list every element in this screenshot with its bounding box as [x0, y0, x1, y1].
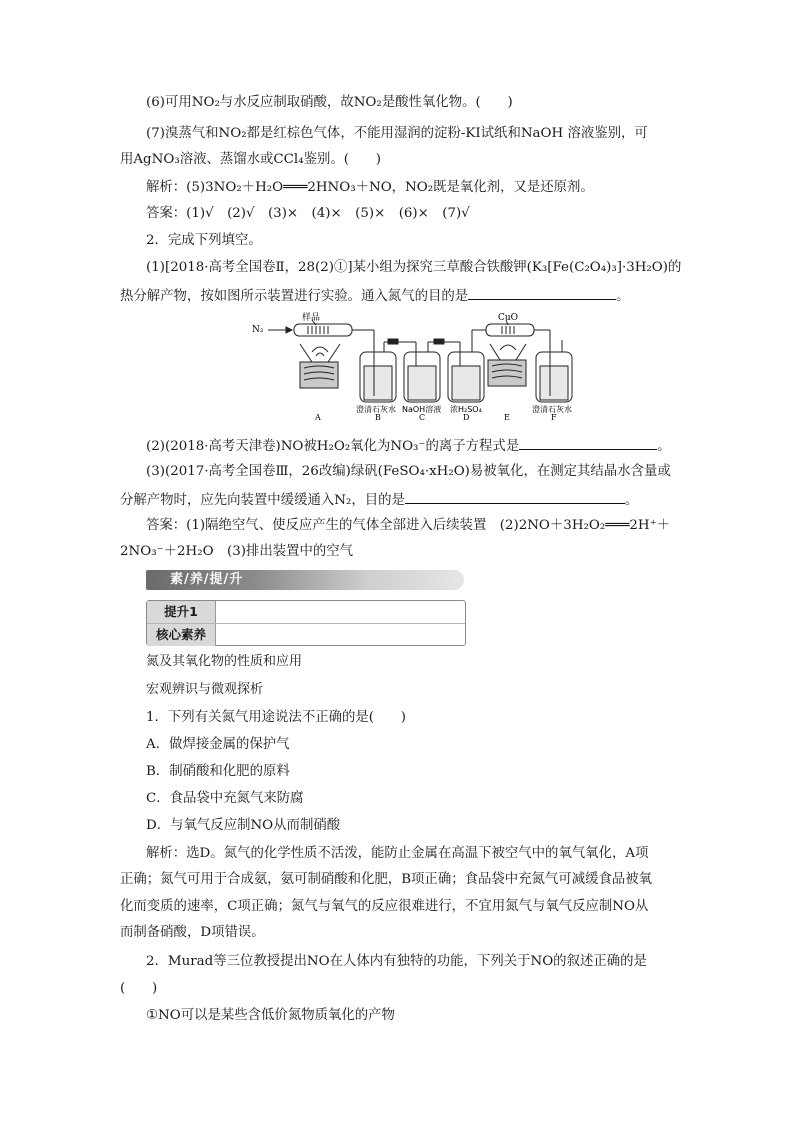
answer-blank-2[interactable] — [519, 435, 657, 450]
mc1-analysis-4: 而制备硝酸，D项错误。 — [120, 925, 265, 940]
part-3-text: 分解产物时，应先向装置中缓缓通入N₂，目的是 — [120, 493, 405, 508]
sample-label: 样品 — [302, 313, 321, 323]
label-d-solution: 浓H₂SO₄ — [450, 405, 482, 414]
answer-blank-1[interactable] — [468, 285, 616, 300]
analysis-5: 解析：(5)3NO₂＋H₂O═══2HNO₃＋NO，NO₂既是氧化剂，又是还原剂。 — [146, 180, 594, 195]
mc2-item-1: ①NO可以是某些含低价氮物质氧化的产物 — [146, 1008, 395, 1023]
part-1-text: 热分解产物，按如图所示装置进行实验。通入氮气的目的是 — [120, 289, 469, 304]
task-2-heading: 2．完成下列填空。 — [146, 233, 262, 248]
tips-label-2: 核心素养 — [147, 624, 216, 646]
mc1-analysis-2: 正确；氮气可用于合成氨，氨可制硝酸和化肥，B项正确；食品袋中充氮气可减缓食品被氧 — [120, 872, 653, 887]
mc1-option-a: A．做焊接金属的保护气 — [146, 737, 290, 752]
label-c-solution: NaOH溶液 — [402, 405, 442, 414]
section-banner — [146, 570, 464, 590]
part-2-text: (2)(2018·高考天津卷)NO被H₂O₂氧化为NO₃⁻的离子方程式是 — [146, 439, 520, 454]
part-1-end: 。 — [616, 289, 630, 304]
part-2-end: 。 — [657, 439, 671, 454]
part-3-line2 — [120, 489, 638, 511]
cuo-label: CuO — [498, 313, 519, 323]
letter-e: E — [504, 413, 510, 420]
apparatus-diagram — [250, 312, 580, 420]
question-7-line2: 用AgNO₃溶液、蒸馏水或CCl₄鉴别。( ) — [120, 152, 381, 167]
letter-b: B — [375, 413, 381, 420]
letter-a: A — [315, 413, 321, 420]
question-6: (6)可用NO₂与水反应制取硝酸，故NO₂是酸性氧化物。( ) — [146, 95, 513, 110]
mc1-option-b: B．制硝酸和化肥的原料 — [146, 764, 290, 779]
part-3-end: 。 — [624, 493, 639, 508]
mc2-question-2: ( ) — [120, 981, 158, 996]
part-3-line1: (3)(2017·高考全国卷Ⅲ，26改编)绿矾(FeSO₄·xH₂O)易被氧化，在测定其结晶水含量或 — [146, 464, 671, 479]
answer-blank-3[interactable] — [405, 489, 625, 504]
topic-heading: 氮及其氧化物的性质和应用 — [146, 654, 303, 669]
letter-c: C — [419, 413, 426, 420]
tips-row-1 — [147, 601, 465, 623]
banner-title: 素/养/提/升 — [170, 572, 244, 587]
mc1-analysis-3: 化而变质的速率，C项正确；氮气与氧气的反应很难进行，不宜用氮气与氧气反应制NO从 — [120, 899, 649, 914]
subtopic-heading: 宏观辨识与微观探析 — [146, 682, 264, 697]
mc1-option-d: D．与氧气反应制NO从而制硝酸 — [146, 818, 341, 833]
question-7-line1: (7)溴蒸气和NO₂都是红棕色气体，不能用湿润的淀粉-KI试纸和NaOH 溶液鉴别，可 — [146, 126, 648, 141]
mc1-option-c: C．食品袋中充氮气来防腐 — [146, 791, 304, 806]
n2-label: N₂ — [252, 325, 264, 335]
label-f-solution: 澄清石灰水 — [532, 405, 572, 414]
mc2-question-1: 2．Murad等三位教授提出NO在人体内有独特的功能，下列关于NO的叙述正确的是 — [146, 954, 647, 969]
mc1-question: 1．下列有关氮气用途说法不正确的是( ) — [146, 710, 406, 725]
answers-1: 答案：(1)√ (2)√ (3)× (4)× (5)× (6)× (7)√ — [146, 206, 470, 221]
letter-f: F — [551, 413, 557, 420]
mc1-analysis-1: 解析：选D。氮气的化学性质不活泼，能防止金属在高温下被空气中的氧气氧化，A项 — [146, 846, 649, 861]
answers-2-line1: 答案：(1)隔绝空气、使反应产生的气体全部进入后续装置 (2)2NO＋3H₂O₂═══2H⁺＋ — [146, 518, 671, 533]
tips-box — [146, 600, 466, 646]
tips-label-1: 提升1 — [147, 601, 216, 623]
answers-2-line2: 2NO₃⁻＋2H₂O (3)排出装置中的空气 — [120, 544, 354, 559]
letter-d: D — [463, 413, 470, 420]
part-1-line1: (1)[2018·高考全国卷Ⅱ，28(2)①]某小组为探究三草酸合铁酸钾(K₃[Fe(C₂O₄)₃]·3H₂O)的 — [146, 260, 682, 275]
part-2-line — [146, 435, 671, 457]
part-1-line2 — [120, 285, 630, 307]
label-b-solution: 澄清石灰水 — [356, 405, 396, 414]
tips-row-2 — [147, 623, 465, 646]
